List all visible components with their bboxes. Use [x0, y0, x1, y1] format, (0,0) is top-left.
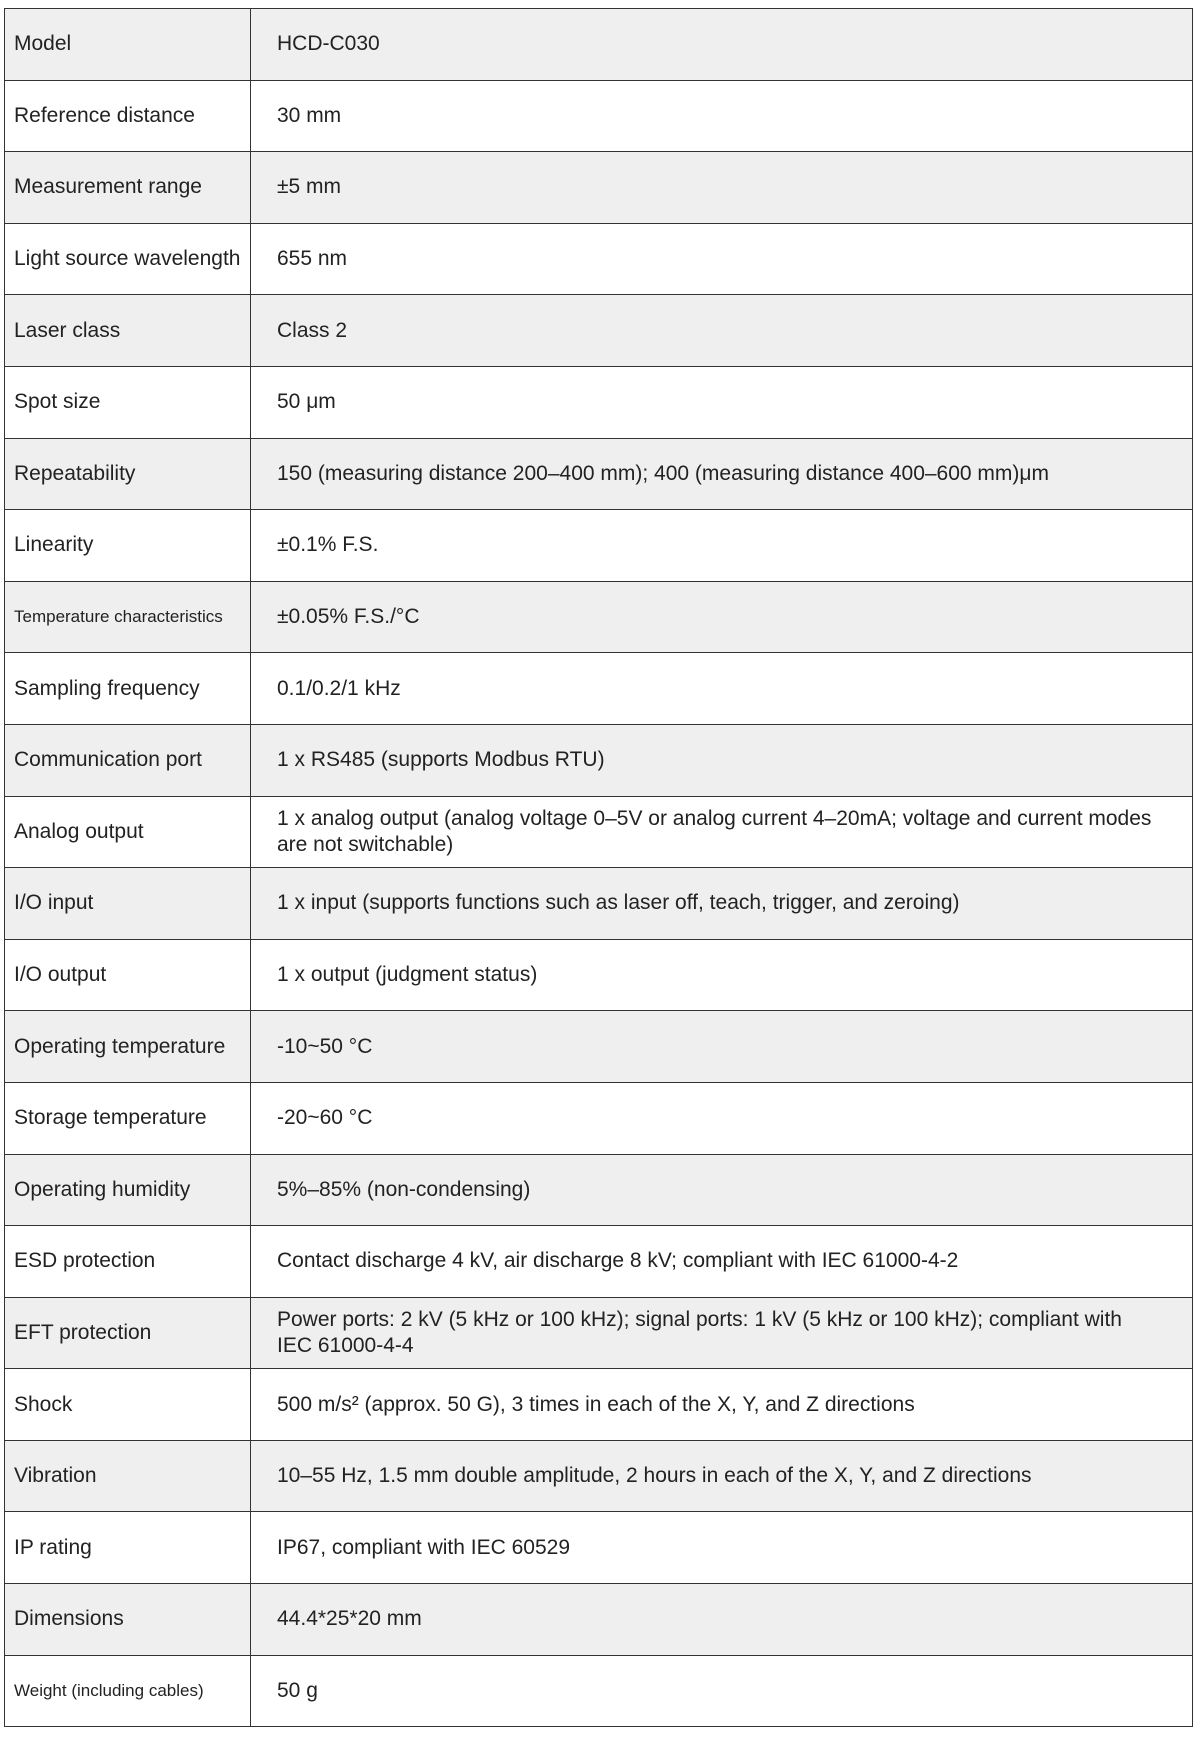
row-value-communication-port: 1 x RS485 (supports Modbus RTU) — [251, 724, 1193, 796]
row-value-shock: 500 m/s² (approx. 50 G), 3 times in each of the X, Y, and Z directions — [251, 1369, 1193, 1441]
table-row — [5, 724, 1193, 796]
row-value-io-input: 1 x input (supports functions such as laser off, teach, trigger, and zeroing) — [251, 868, 1193, 940]
spec-sheet — [4, 8, 1192, 1727]
table-row — [5, 1512, 1193, 1584]
table-row — [5, 1226, 1193, 1298]
row-label-linearity: Linearity — [5, 510, 251, 582]
table-row — [5, 9, 1193, 81]
row-label-spot-size: Spot size — [5, 366, 251, 438]
row-label-communication-port: Communication port — [5, 724, 251, 796]
row-value-model: HCD-C030 — [251, 9, 1193, 81]
specifications-table — [4, 8, 1193, 1727]
row-label-repeatability: Repeatability — [5, 438, 251, 510]
row-label-dimensions: Dimensions — [5, 1584, 251, 1656]
row-label-shock: Shock — [5, 1369, 251, 1441]
table-row — [5, 1440, 1193, 1512]
row-value-analog-output: 1 x analog output (analog voltage 0–5V or analog current 4–20mA; voltage and current modes are not switchable) — [251, 796, 1193, 868]
table-row — [5, 939, 1193, 1011]
table-row — [5, 510, 1193, 582]
row-value-spot-size: 50 μm — [251, 366, 1193, 438]
table-row — [5, 1082, 1193, 1154]
row-label-io-input: I/O input — [5, 868, 251, 940]
row-value-sampling-frequency: 0.1/0.2/1 kHz — [251, 653, 1193, 725]
row-value-light-source-wavelength: 655 nm — [251, 223, 1193, 295]
table-row — [5, 653, 1193, 725]
table-row — [5, 796, 1193, 868]
row-label-operating-temperature: Operating temperature — [5, 1011, 251, 1083]
row-label-operating-humidity: Operating humidity — [5, 1154, 251, 1226]
row-label-eft-protection: EFT protection — [5, 1297, 251, 1369]
row-value-dimensions: 44.4*25*20 mm — [251, 1584, 1193, 1656]
table-row — [5, 1369, 1193, 1441]
table-row — [5, 1154, 1193, 1226]
row-label-model: Model — [5, 9, 251, 81]
row-value-measurement-range: ±5 mm — [251, 152, 1193, 224]
row-label-light-source-wavelength: Light source wavelength — [5, 223, 251, 295]
row-value-storage-temperature: -20~60 °C — [251, 1082, 1193, 1154]
table-row — [5, 1655, 1193, 1727]
row-label-weight: Weight (including cables) — [5, 1655, 251, 1727]
table-row — [5, 295, 1193, 367]
row-label-storage-temperature: Storage temperature — [5, 1082, 251, 1154]
table-row — [5, 581, 1193, 653]
row-value-temperature-characteristics: ±0.05% F.S./°C — [251, 581, 1193, 653]
row-value-operating-humidity: 5%–85% (non-condensing) — [251, 1154, 1193, 1226]
row-value-operating-temperature: -10~50 °C — [251, 1011, 1193, 1083]
row-value-laser-class: Class 2 — [251, 295, 1193, 367]
table-row — [5, 80, 1193, 152]
table-row — [5, 438, 1193, 510]
row-value-eft-protection: Power ports: 2 kV (5 kHz or 100 kHz); signal ports: 1 kV (5 kHz or 100 kHz); compliant with IEC 61000-4-4 — [251, 1297, 1193, 1369]
table-row — [5, 152, 1193, 224]
row-label-analog-output: Analog output — [5, 796, 251, 868]
row-value-reference-distance: 30 mm — [251, 80, 1193, 152]
table-row — [5, 1297, 1193, 1369]
table-row — [5, 1584, 1193, 1656]
table-row — [5, 1011, 1193, 1083]
row-label-ip-rating: IP rating — [5, 1512, 251, 1584]
row-value-ip-rating: IP67, compliant with IEC 60529 — [251, 1512, 1193, 1584]
table-row — [5, 868, 1193, 940]
row-value-linearity: ±0.1% F.S. — [251, 510, 1193, 582]
row-label-laser-class: Laser class — [5, 295, 251, 367]
row-value-vibration: 10–55 Hz, 1.5 mm double amplitude, 2 hours in each of the X, Y, and Z directions — [251, 1440, 1193, 1512]
row-label-io-output: I/O output — [5, 939, 251, 1011]
row-value-repeatability: 150 (measuring distance 200–400 mm); 400 (measuring distance 400–600 mm)μm — [251, 438, 1193, 510]
row-value-io-output: 1 x output (judgment status) — [251, 939, 1193, 1011]
row-label-reference-distance: Reference distance — [5, 80, 251, 152]
table-row — [5, 366, 1193, 438]
row-label-measurement-range: Measurement range — [5, 152, 251, 224]
row-label-temperature-characteristics: Temperature characteristics — [5, 581, 251, 653]
row-label-sampling-frequency: Sampling frequency — [5, 653, 251, 725]
row-label-esd-protection: ESD protection — [5, 1226, 251, 1298]
table-row — [5, 223, 1193, 295]
row-value-esd-protection: Contact discharge 4 kV, air discharge 8 kV; compliant with IEC 61000-4-2 — [251, 1226, 1193, 1298]
row-value-weight: 50 g — [251, 1655, 1193, 1727]
row-label-vibration: Vibration — [5, 1440, 251, 1512]
